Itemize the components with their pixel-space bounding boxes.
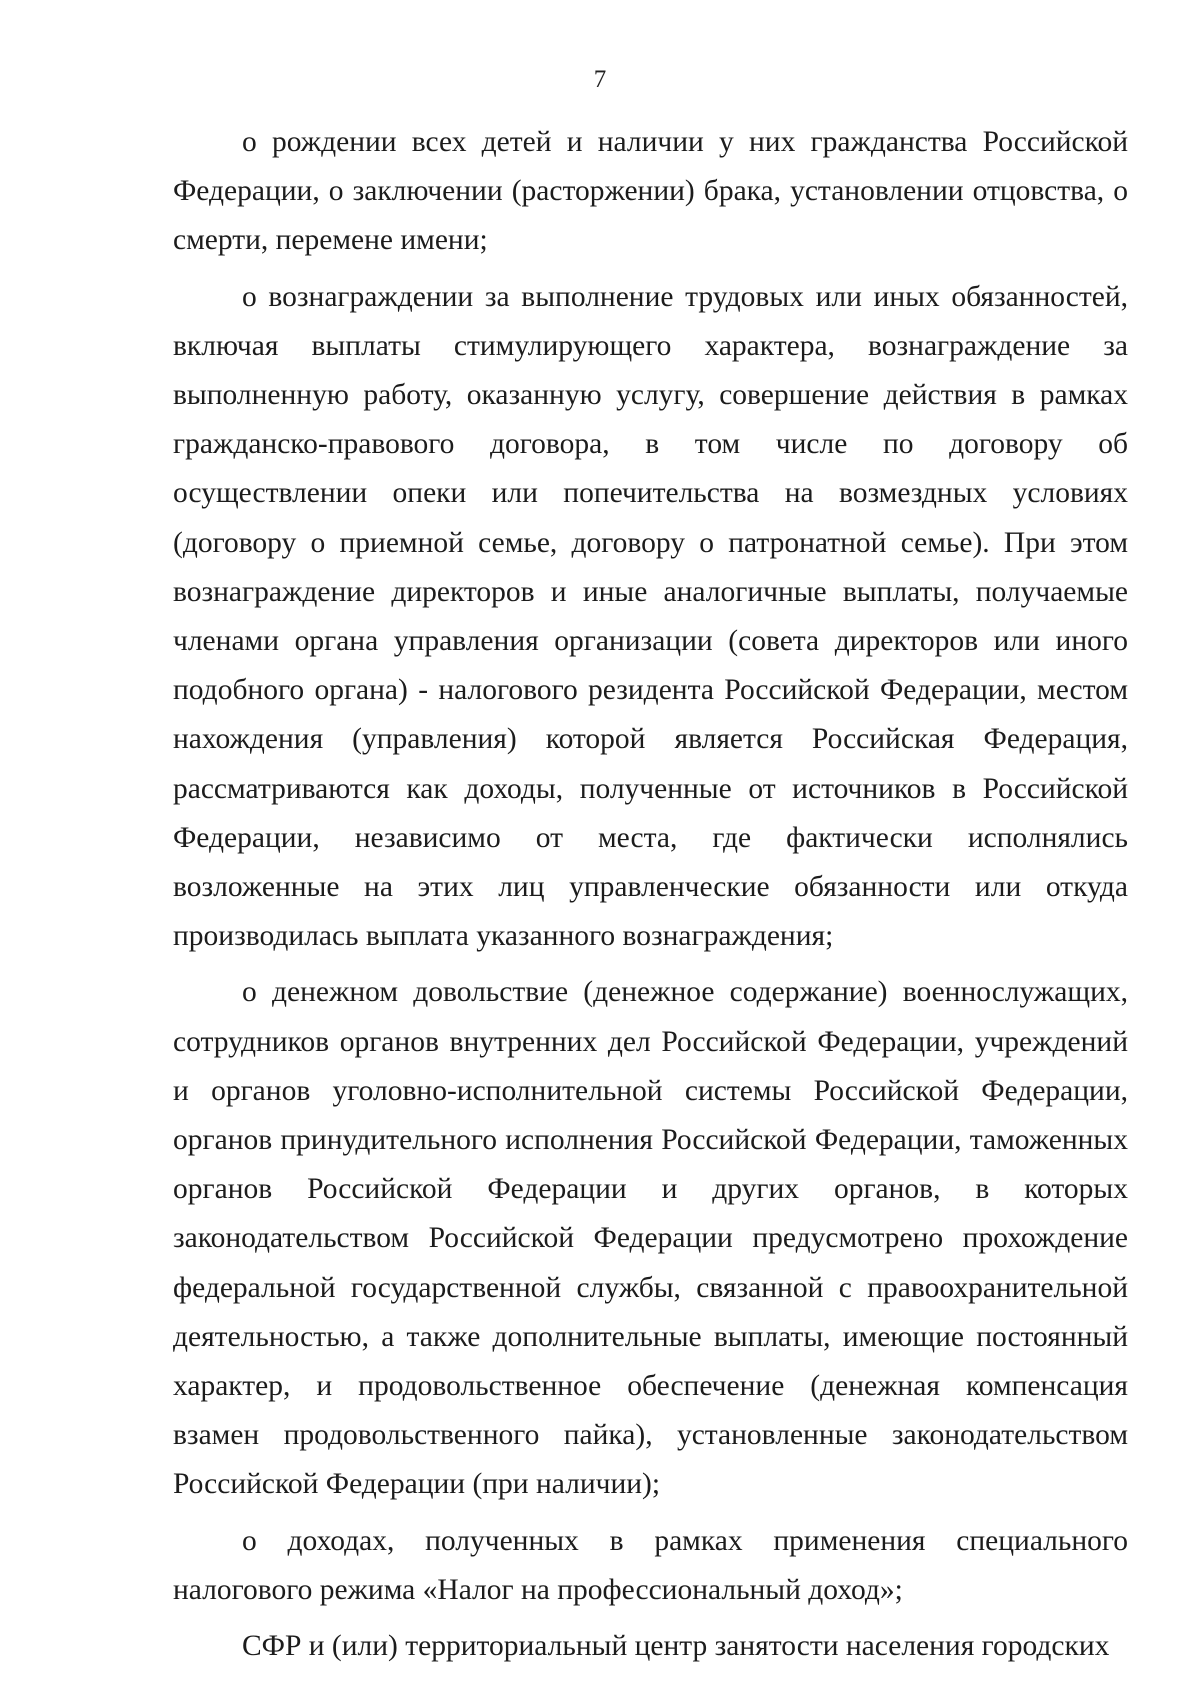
paragraph-sfr-employment: СФР и (или) территориальный центр занятости населения городских bbox=[242, 1630, 1110, 1663]
paragraph-birth-marriage: о рождении всех детей и наличии у них гражданства Российской Федерации, о заключении (расторжении) брака, установлении отцовства, о смерти, перемене имени; bbox=[173, 126, 1128, 257]
document-body bbox=[173, 118, 1128, 1671]
page-number: 7 bbox=[593, 66, 607, 93]
paragraph-military-allowance: о денежном довольствие (денежное содержание) военнослужащих, сотрудников органов внутренних дел Российской Федерации, учреждений и органов уголовно-исполнительной системы Российской Федерации, органов принудительного исполнения Российской Федерации, таможенных органов Российской Федерации и других органов, в которых законодательством Российской Федерации предусмотрено прохождение федеральной государственной службы, связанной с правоохранительной деятельностью, а также дополнительные выплаты, имеющие постоянный характер, и продовольственное обеспечение (денежная компенсация взамен продовольственного пайка), установленные законодательством Российской Федерации (при наличии); bbox=[173, 976, 1128, 1501]
paragraph-remuneration: о вознаграждении за выполнение трудовых или иных обязанностей, включая выплаты стимулирующего характера, вознаграждение за выполненную работу, оказанную услугу, совершение действия в рамках гражданско-правового договора, в том числе по договору об осуществлении опеки или попечительства на возмездных условиях (договору о приемной семье, договору о патронатной семье). При этом вознаграждение директоров и иные аналогичные выплаты, получаемые членами органа управления организации (совета директоров или иного подобного органа) - налогового резидента Российской Федерации, местом нахождения (управления) которой является Российская Федерация, рассматриваются как доходы, полученные от источников в Российской Федерации, независимо от места, где фактически исполнялись возложенные на этих лиц управленческие обязанности или откуда производилась выплата указанного вознаграждения; bbox=[173, 280, 1128, 953]
paragraph-professional-income: о доходах, полученных в рамках применения специального налогового режима «Налог на профессиональный доход»; bbox=[173, 1524, 1128, 1606]
